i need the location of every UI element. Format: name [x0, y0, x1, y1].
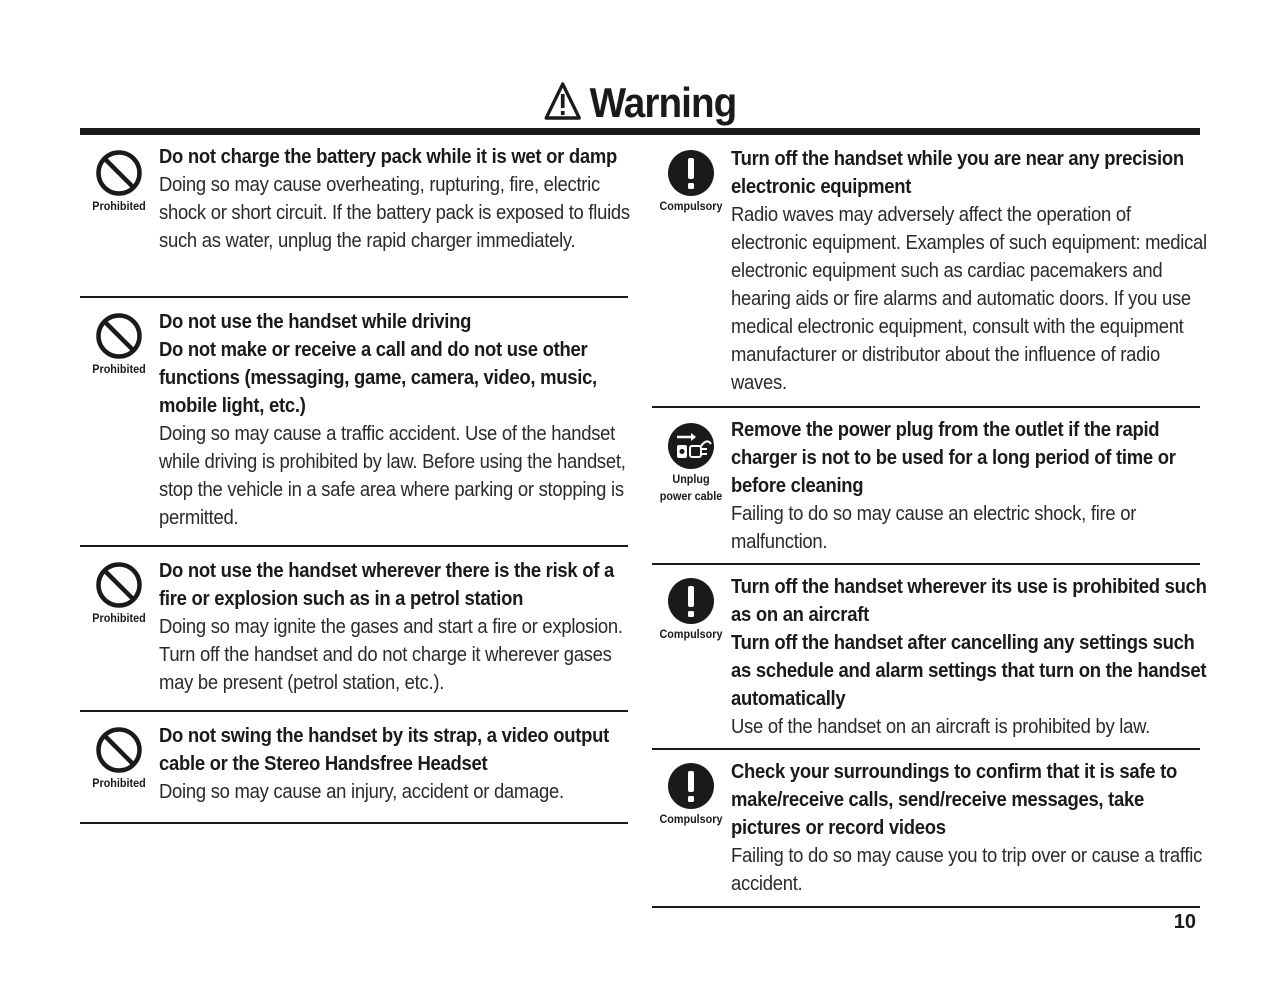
- prohibited-badge: [80, 561, 158, 627]
- entry-body: [731, 145, 1207, 397]
- prohibited-badge: [80, 149, 158, 215]
- unplug-icon: [667, 422, 715, 470]
- warning-entry: [652, 750, 1203, 908]
- entry-heading: Remove the power plug from the outlet if the rapid charger is not to be used for a long period of time or before cleaning: [731, 418, 1176, 497]
- entry-description: Failing to do so may cause an electric shock, fire or malfunction.: [731, 502, 1137, 553]
- badge-label: Compulsory: [659, 627, 723, 641]
- warning-entry: [80, 135, 628, 298]
- badge-label: Compulsory: [659, 812, 723, 826]
- prohibited-badge: [80, 312, 158, 378]
- entry-heading: Do not charge the battery pack while it is wet or damp: [159, 145, 618, 168]
- entry-heading: Turn off the handset wherever its use is prohibited such as on an aircraft: [731, 575, 1207, 626]
- page-title-text: Warning: [589, 79, 737, 126]
- prohibited-icon: [95, 561, 143, 609]
- warning-entry: [652, 408, 1200, 565]
- compulsory-icon: [667, 762, 715, 810]
- entry-description: Doing so may cause a traffic accident. Use of the handset while driving is prohibited by law. Before using the handset, stop the vehicle in a safe area where parking or stopping is permitted.: [159, 422, 626, 529]
- entry-heading-secondary: Do not make or receive a call and do not use other functions (messaging, game, camera, video, music, mobile light, etc.): [159, 338, 597, 417]
- warning-entry: [80, 298, 628, 547]
- unplug-badge: [652, 422, 730, 505]
- warning-triangle-icon: [544, 81, 583, 121]
- compulsory-badge: [652, 149, 730, 215]
- prohibited-badge: [80, 726, 158, 792]
- left-column: [80, 135, 628, 824]
- entry-heading: Do not use the handset wherever there is the risk of a fire or explosion such as in a petrol station: [159, 559, 615, 610]
- entry-body: [159, 557, 632, 697]
- page-title: [51, 76, 1229, 130]
- entry-body: [159, 308, 632, 532]
- compulsory-badge: [652, 577, 730, 643]
- entry-heading: Do not swing the handset by its strap, a video output cable or the Stereo Handsfree Headset: [159, 724, 610, 775]
- entry-body: [731, 573, 1207, 741]
- warning-entry: [652, 565, 1207, 750]
- entry-heading: Turn off the handset while you are near any precision electronic equipment: [731, 147, 1184, 198]
- entry-body: [159, 722, 632, 806]
- entry-heading: Do not use the handset while driving: [159, 310, 472, 333]
- prohibited-icon: [95, 726, 143, 774]
- entry-description: Failing to do so may cause you to trip over or cause a traffic accident.: [731, 844, 1203, 895]
- badge-label: Unplug power cable: [659, 472, 723, 503]
- entry-description: Doing so may ignite the gases and start a fire or explosion. Turn off the handset and do not charge it wherever gases may be present (petrol station, etc.).: [159, 615, 623, 694]
- compulsory-badge: [652, 762, 730, 828]
- entry-description: Doing so may cause an injury, accident or damage.: [159, 780, 564, 803]
- badge-label: Prohibited: [92, 199, 146, 213]
- entry-description: Use of the handset on an aircraft is prohibited by law.: [731, 715, 1150, 738]
- badge-label: Prohibited: [92, 776, 146, 790]
- badge-label: Prohibited: [92, 611, 146, 625]
- badge-label: Prohibited: [92, 362, 146, 376]
- entry-body: [731, 758, 1204, 898]
- entry-heading-secondary: Turn off the handset after cancelling any settings such as schedule and alarm settings that turn on the handset automatically: [731, 631, 1207, 710]
- prohibited-icon: [95, 312, 143, 360]
- entry-body: [159, 143, 632, 255]
- entry-description: Radio waves may adversely affect the operation of electronic equipment. Examples of such equipment: medical electronic equipment such as cardiac pacemakers and hearing aids or fire alarms and automatic doors. If you use medical electronic equipment, consult with the equipment manufacturer or distributor about the influence of radio waves.: [731, 203, 1207, 394]
- entry-body: [731, 416, 1204, 556]
- entry-heading: Check your surroundings to confirm that it is safe to make/receive calls, send/receive messages, take pictures or record videos: [731, 760, 1177, 839]
- warning-entry: [652, 135, 1207, 408]
- right-column: [652, 135, 1207, 908]
- warning-entry: [80, 547, 628, 712]
- page-number: 10: [1173, 911, 1196, 933]
- prohibited-icon: [95, 149, 143, 197]
- entry-description: Doing so may cause overheating, rupturing, fire, electric shock or short circuit. If the battery pack is exposed to fluids such as water, unplug the rapid charger immediately.: [159, 173, 630, 252]
- compulsory-icon: [667, 149, 715, 197]
- title-rule: [80, 128, 1200, 135]
- badge-label: Compulsory: [659, 199, 723, 213]
- warning-entry: [80, 712, 628, 824]
- compulsory-icon: [667, 577, 715, 625]
